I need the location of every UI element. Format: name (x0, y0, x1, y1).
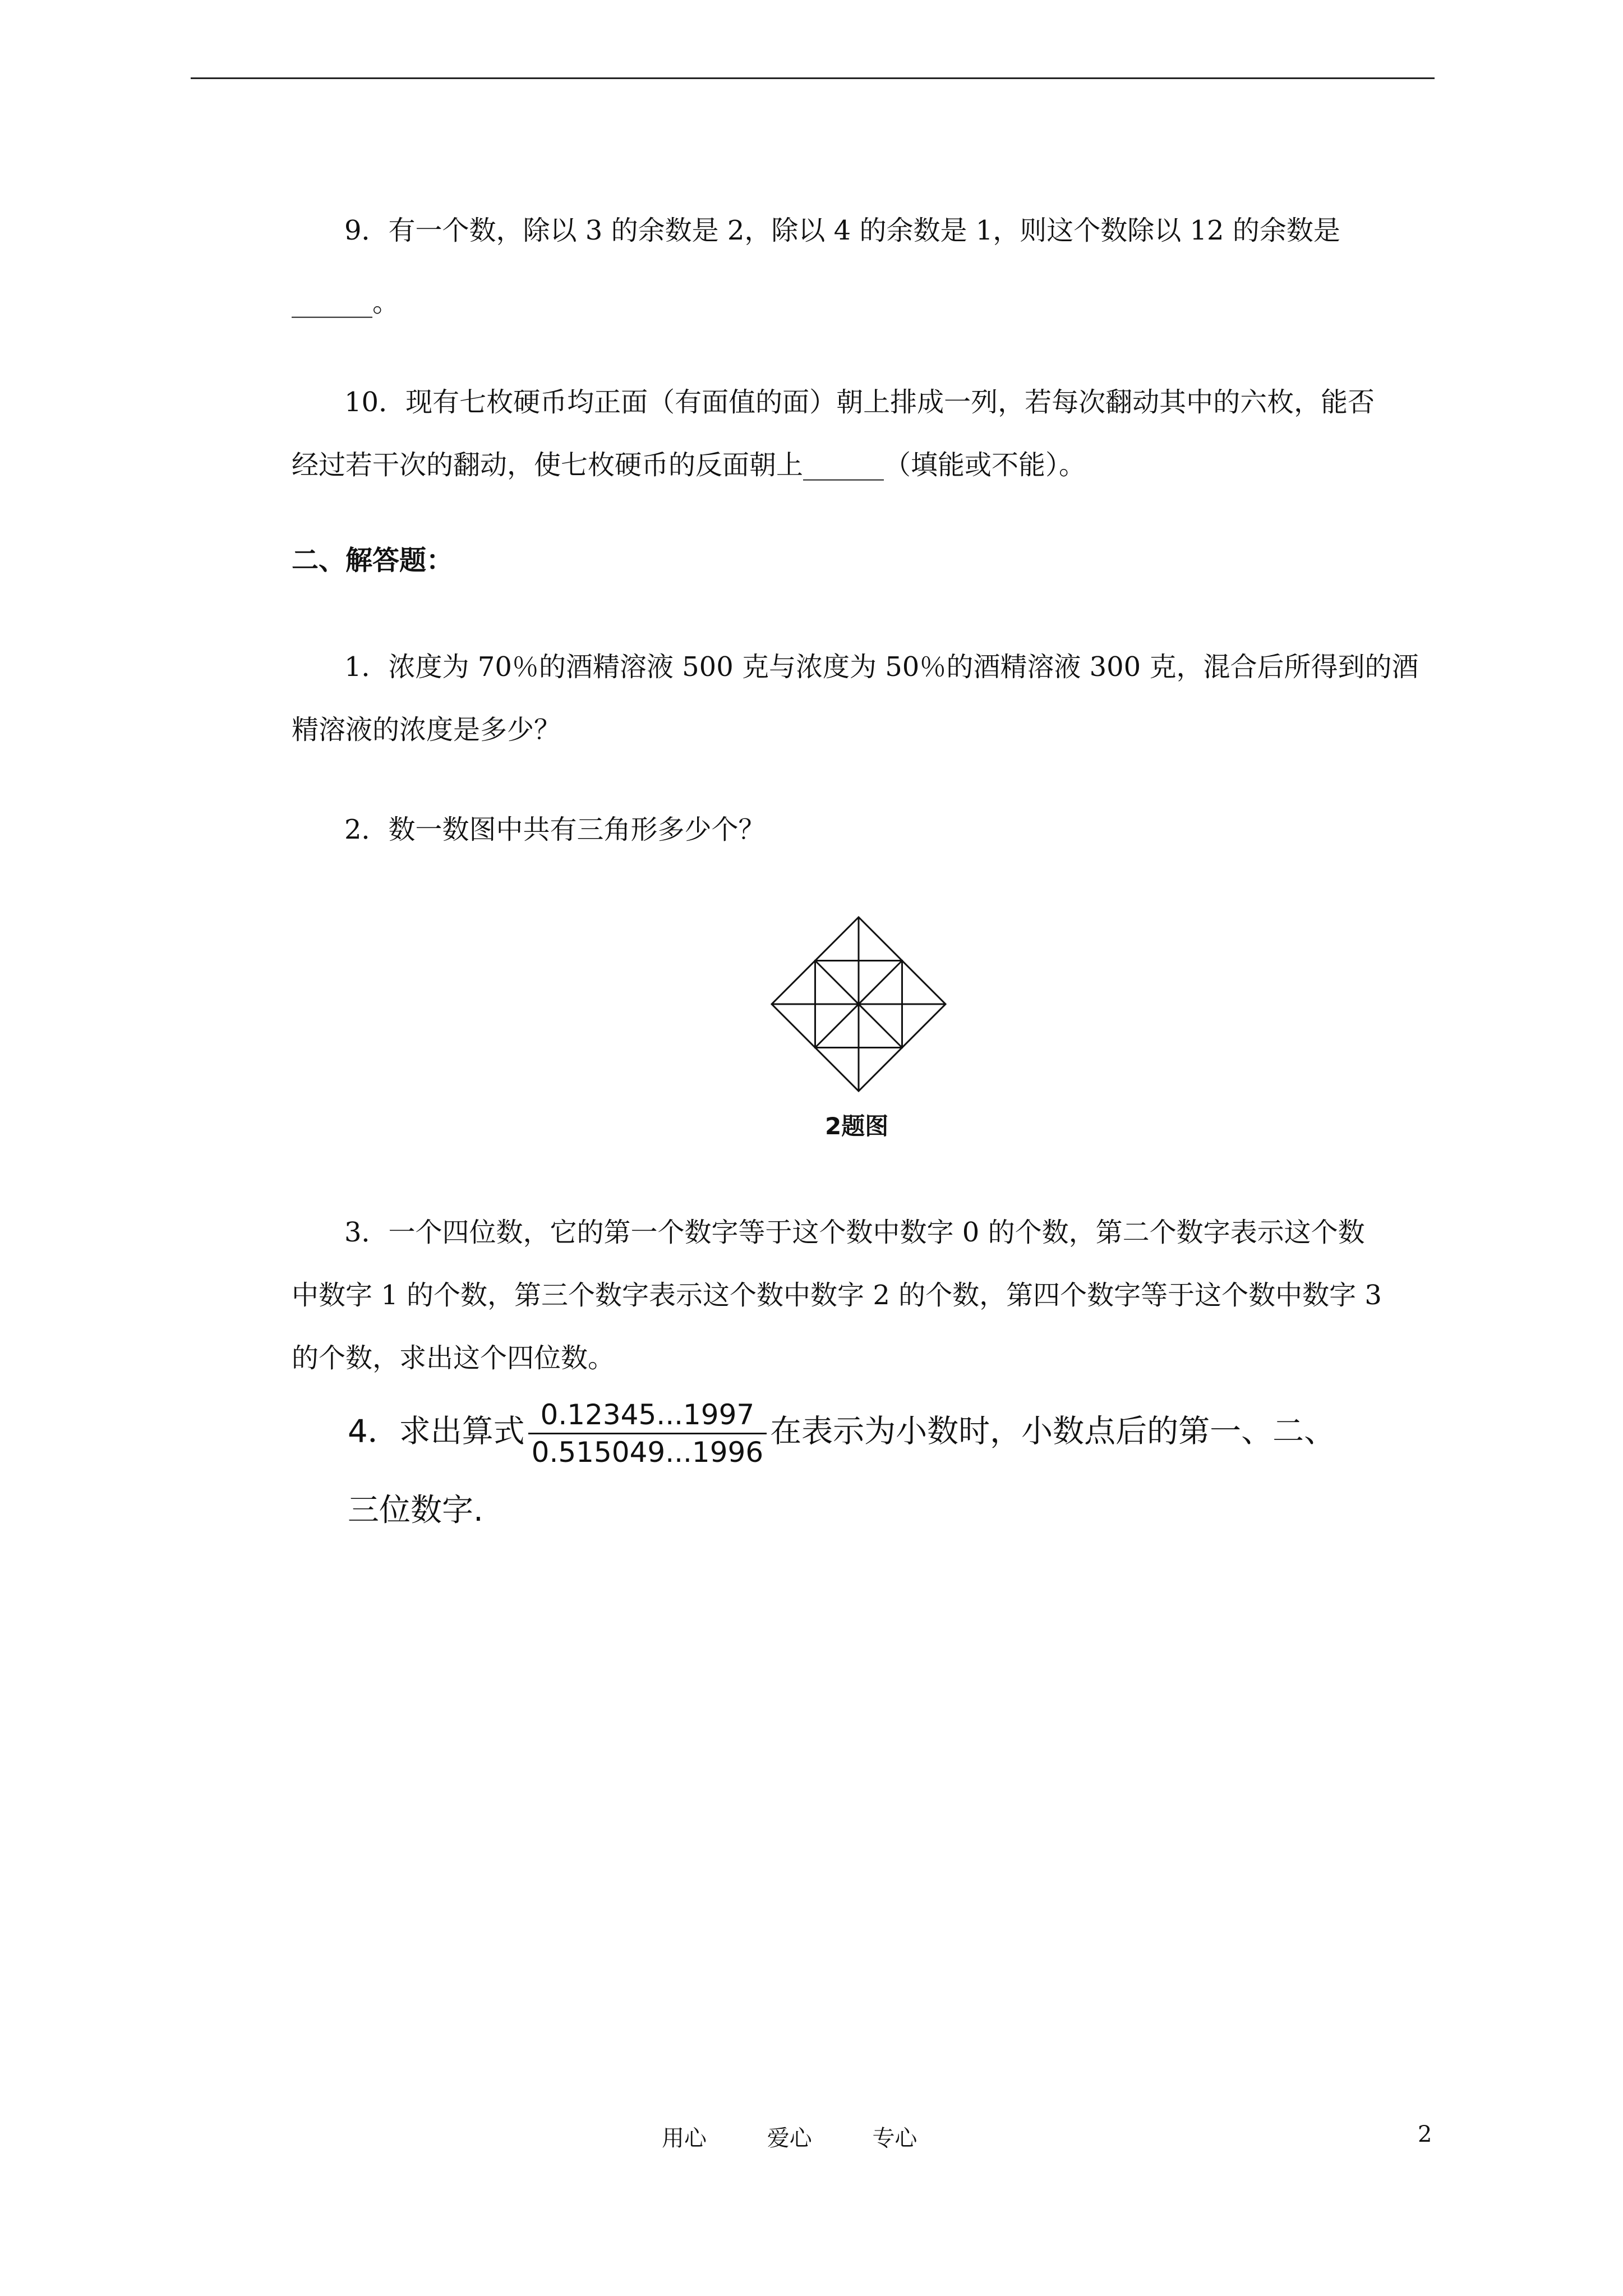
q10-line2: 经过若干次的翻动，使七枚硬币的反面朝上______（填能或不能）。 (292, 449, 1086, 481)
triangle-figure (769, 914, 948, 1094)
section-heading: 二、解答题： (292, 545, 454, 576)
q9-line2: ______。 (292, 287, 400, 318)
a4-suffix: 在表示为小数时，小数点后的第一、二、 (770, 1413, 1336, 1450)
a4-numerator: 0.12345...1997 (528, 1397, 767, 1434)
a1-line2: 精溶液的浓度是多少？ (292, 714, 561, 746)
q10-line1: 10．现有七枚硬币均正面（有面值的面）朝上排成一列，若每次翻动其中的六枚，能否 (344, 386, 1375, 418)
footer-item-2: 爱心 (767, 2125, 812, 2151)
a4-denominator: 0.515049...1996 (531, 1436, 764, 1469)
a1-line1: 1．浓度为 70％的酒精溶液 500 克与浓度为 50％的酒精溶液 300 克，混合后所得到的酒 (344, 651, 1419, 683)
a3-line1: 3．一个四位数，它的第一个数字等于这个数中数字 0 的个数，第二个数字表示这个数 (344, 1217, 1365, 1248)
figure-caption: 2题图 (825, 1112, 889, 1140)
a2-line1: 2．数一数图中共有三角形多少个？ (344, 814, 766, 845)
header-rule (191, 77, 1435, 79)
a4-line1 (348, 1397, 1335, 1470)
a4-prefix: 4．求出算式 (348, 1413, 525, 1450)
a3-line2: 中数字 1 的个数，第三个数字表示这个数中数字 2 的个数，第四个数字等于这个数中数字 3 (292, 1280, 1382, 1311)
a3-line3: 的个数，求出这个四位数。 (292, 1342, 615, 1374)
q9-line1: 9．有一个数，除以 3 的余数是 2，除以 4 的余数是 1，则这个数除以 12 的余数是 (344, 215, 1340, 246)
page-number: 2 (1418, 2122, 1432, 2147)
a4-fraction (528, 1397, 767, 1470)
a4-line2: 三位数字. (348, 1492, 483, 1529)
footer-item-1: 用心 (662, 2125, 707, 2151)
footer-item-3: 专心 (872, 2125, 917, 2151)
footer-slogan (662, 2120, 970, 2152)
